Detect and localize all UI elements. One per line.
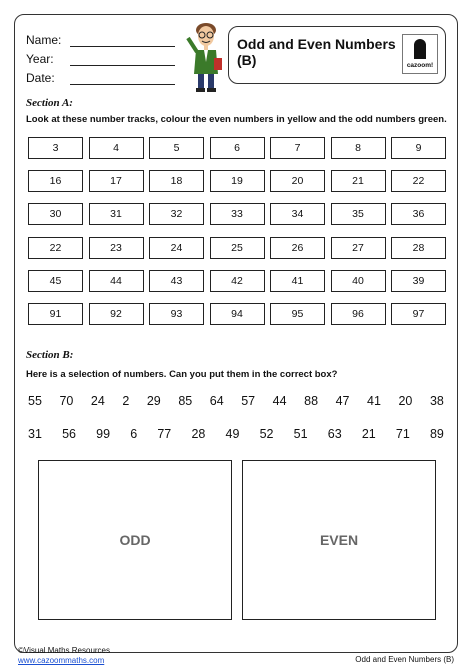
number-item: 20 — [398, 394, 413, 408]
number-item: 49 — [225, 427, 240, 441]
track-cell[interactable]: 4 — [89, 137, 144, 159]
track-cell[interactable]: 27 — [331, 237, 386, 259]
year-field[interactable]: Year: — [26, 47, 175, 66]
logo-text: cazoom! — [406, 62, 434, 69]
number-item: 57 — [241, 394, 256, 408]
number-item: 52 — [259, 427, 274, 441]
number-item: 89 — [429, 427, 444, 441]
section-a-heading: Section A: — [26, 97, 73, 109]
track-cell[interactable]: 44 — [89, 270, 144, 292]
track-cell[interactable]: 30 — [28, 203, 83, 225]
number-item: 85 — [178, 394, 193, 408]
number-track — [28, 270, 446, 292]
number-item: 24 — [90, 394, 105, 408]
even-box[interactable] — [242, 460, 436, 620]
number-item: 51 — [293, 427, 308, 441]
track-cell[interactable]: 95 — [270, 303, 325, 325]
track-cell[interactable]: 40 — [331, 270, 386, 292]
track-cell[interactable]: 8 — [331, 137, 386, 159]
track-cell[interactable]: 22 — [28, 237, 83, 259]
section-b-heading: Section B: — [26, 349, 74, 361]
number-track — [28, 203, 446, 225]
number-track — [28, 137, 446, 159]
track-cell[interactable]: 43 — [149, 270, 204, 292]
track-cell[interactable]: 93 — [149, 303, 204, 325]
name-field[interactable]: Name: — [26, 28, 175, 47]
track-cell[interactable]: 96 — [331, 303, 386, 325]
track-cell[interactable]: 31 — [89, 203, 144, 225]
number-item: 99 — [96, 427, 111, 441]
track-cell[interactable]: 19 — [210, 170, 265, 192]
teacher-illustration — [184, 18, 230, 94]
track-cell[interactable]: 25 — [210, 237, 265, 259]
website-link[interactable]: www.cazoommaths.com — [18, 656, 105, 665]
track-cell[interactable]: 6 — [210, 137, 265, 159]
number-item: 38 — [429, 394, 444, 408]
number-item: 55 — [28, 394, 42, 408]
track-cell[interactable]: 97 — [391, 303, 446, 325]
number-item: 63 — [327, 427, 342, 441]
number-item: 28 — [191, 427, 206, 441]
number-item: 41 — [367, 394, 381, 408]
number-row — [28, 427, 444, 441]
copyright-text: ©Visual Maths Resources — [18, 646, 111, 655]
section-a-instruction: Look at these number tracks, colour the even numbers in yellow and the odd numbers green. — [26, 114, 447, 125]
track-cell[interactable]: 94 — [210, 303, 265, 325]
title-box — [228, 26, 446, 84]
footer-title: Odd and Even Numbers (B) — [355, 655, 454, 664]
track-cell[interactable]: 16 — [28, 170, 83, 192]
odd-box[interactable] — [38, 460, 232, 620]
track-cell[interactable]: 42 — [210, 270, 265, 292]
date-field[interactable]: Date: — [26, 66, 175, 85]
number-item: 77 — [157, 427, 172, 441]
track-cell[interactable]: 9 — [391, 137, 446, 159]
track-cell[interactable]: 18 — [149, 170, 204, 192]
door-icon — [414, 39, 426, 59]
track-cell[interactable]: 7 — [270, 137, 325, 159]
number-item: 44 — [272, 394, 287, 408]
number-item: 2 — [122, 394, 130, 408]
track-cell[interactable]: 28 — [391, 237, 446, 259]
track-cell[interactable]: 3 — [28, 137, 83, 159]
odd-box-label: ODD — [119, 532, 151, 548]
number-item: 70 — [59, 394, 74, 408]
cazoom-logo — [402, 34, 438, 74]
number-item: 31 — [28, 427, 42, 441]
student-fields — [26, 28, 175, 85]
track-cell[interactable]: 17 — [89, 170, 144, 192]
number-item: 21 — [361, 427, 376, 441]
track-cell[interactable]: 41 — [270, 270, 325, 292]
number-item: 29 — [146, 394, 161, 408]
track-cell[interactable]: 20 — [270, 170, 325, 192]
track-cell[interactable]: 34 — [270, 203, 325, 225]
track-cell[interactable]: 39 — [391, 270, 446, 292]
track-cell[interactable]: 45 — [28, 270, 83, 292]
track-cell[interactable]: 26 — [270, 237, 325, 259]
number-item: 88 — [304, 394, 319, 408]
number-item: 56 — [62, 427, 76, 441]
track-cell[interactable]: 91 — [28, 303, 83, 325]
footer-left — [18, 646, 110, 666]
track-cell[interactable]: 22 — [391, 170, 446, 192]
section-b-instruction: Here is a selection of numbers. Can you put them in the correct box? — [26, 369, 338, 380]
number-track — [28, 303, 446, 325]
number-row — [28, 394, 444, 408]
number-track — [28, 237, 446, 259]
worksheet-title: Odd and Even Numbers (B) — [237, 36, 396, 68]
number-item: 47 — [335, 394, 350, 408]
number-track — [28, 170, 446, 192]
number-item: 6 — [130, 427, 138, 441]
track-cell[interactable]: 33 — [210, 203, 265, 225]
track-cell[interactable]: 32 — [149, 203, 204, 225]
even-box-label: EVEN — [319, 532, 359, 548]
track-cell[interactable]: 24 — [149, 237, 204, 259]
number-item: 71 — [395, 427, 410, 441]
track-cell[interactable]: 92 — [89, 303, 144, 325]
track-cell[interactable]: 21 — [331, 170, 386, 192]
number-item: 64 — [209, 394, 224, 408]
track-cell[interactable]: 36 — [391, 203, 446, 225]
track-cell[interactable]: 5 — [149, 137, 204, 159]
track-cell[interactable]: 23 — [89, 237, 144, 259]
track-cell[interactable]: 35 — [331, 203, 386, 225]
